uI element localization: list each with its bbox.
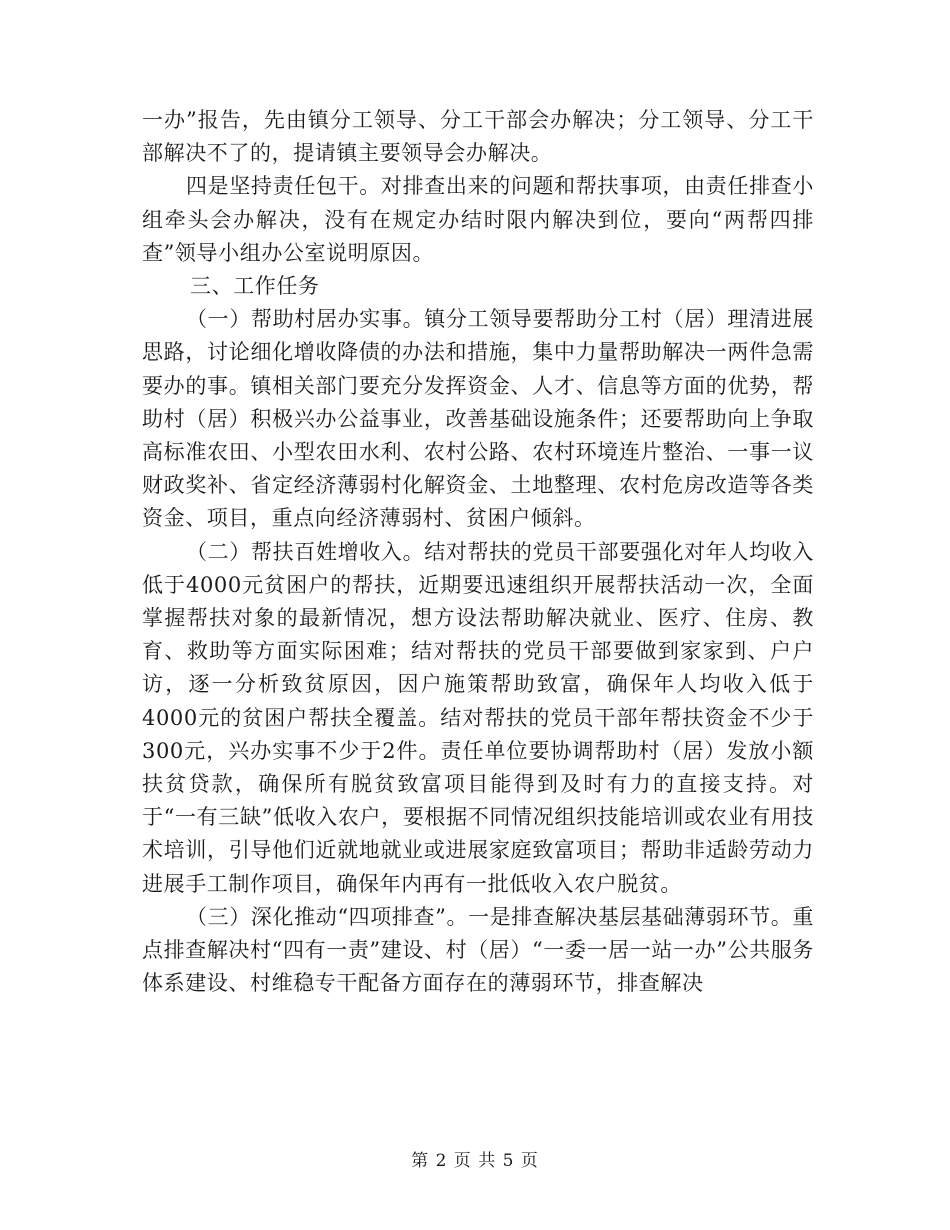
document-body — [142, 104, 814, 1000]
paragraph-task-2: （二）帮扶百姓增收入。结对帮扶的党员干部要强化对年人均收入低于4000元贫困户的帮扶，近期要迅速组织开展帮扶活动一次，全面掌握帮扶对象的最新情况，想方设法帮助解决就业、医疗、住房、教育、救助等方面实际困难；结对帮扶的党员干部要做到家家到、户户访，逐一分析致贫原因，因户施策帮助致富，确保年人均收入低于4000元的贫困户帮扶全覆盖。结对帮扶的党员干部年帮扶资金不少于300元，兴办实事不少于2件。责任单位要协调帮助村（居）发放小额扶贫贷款，确保所有脱贫致富项目能得到及时有力的直接支持。对于“一有三缺”低收入农户，要根据不同情况组织技能培训或农业有用技术培训，引导他们近就地就业或进展家庭致富项目；帮助非适龄劳动力进展手工制作项目，确保年内再有一批低收入农户脱贫。 — [142, 539, 814, 896]
paragraph-responsibility: 四是坚持责任包干。对排查出来的问题和帮扶事项，由责任排查小组牵头会办解决，没有在规定办结时限内解决到位，要向“两帮四排查”领导小组办公室说明原因。 — [142, 174, 814, 265]
page-number-footer: 第 2 页 共 5 页 — [411, 1151, 539, 1171]
paragraph-continuation: 一办”报告，先由镇分工领导、分工干部会办解决；分工领导、分工干部解决不了的，提请镇主要领导会办解决。 — [142, 108, 814, 166]
section-heading-tasks: 三、工作任务 — [190, 274, 320, 299]
paragraph-task-1: （一）帮助村居办实事。镇分工领导要帮助分工村（居）理清进展思路，讨论细化增收降债的办法和措施，集中力量帮助解决一两件急需要办的事。镇相关部门要充分发挥资金、人才、信息等方面的优势，帮助村（居）积极兴办公益事业，改善基础设施条件；还要帮助向上争取高标准农田、小型农田水利、农村公路、农村环境连片整治、一事一议财政奖补、省定经济薄弱村化解资金、土地整理、农村危房改造等各类资金、项目，重点向经济薄弱村、贫困户倾斜。 — [142, 307, 814, 531]
paragraph-task-3: （三）深化推动“四项排查”。一是排查解决基层基础薄弱环节。重点排查解决村“四有一责”建设、村（居）“一委一居一站一办”公共服务体系建设、村维稳专干配备方面存在的薄弱环节，排查解决 — [142, 904, 814, 996]
